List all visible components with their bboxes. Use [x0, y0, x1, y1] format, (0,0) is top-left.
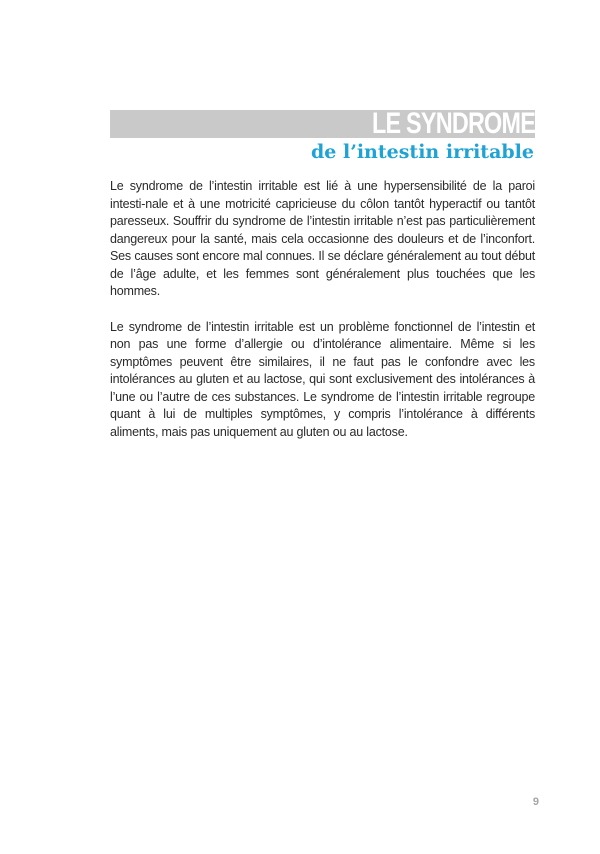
page-number: 9 [532, 796, 539, 808]
paragraph-1: Le syndrome de l’intestin irritable est lié à une hypersensibilité de la paroi intesti-nale et à une motricité capricieuse du côlon tantôt hyperactif ou tantôt paresseux. Souffrir du syndrome de l’intestin irritable n’est pas particulièrement dangereux pour la santé, mais cela occasionne des douleurs et de l’inconfort. Ses causes sont encore mal connues. Il se déclare généralement au tout début de l’âge adulte, et les femmes sont généralement plus touchées que les hommes. [110, 179, 535, 298]
paragraph-2: Le syndrome de l’intestin irritable est un problème fonctionnel de l’intestin et non pas une forme d’allergie ou d’intolérance alimentaire. Même si les symptômes peuvent être similaires, il ne faut pas le confondre avec les intolérances au gluten et au lactose, qui sont exclusivement des intolérances à l’une ou l’autre de ces substances. Le syndrome de l’intestin irritable regroupe quant à lui de multiples symptômes, y compris l’intolérance à différents aliments, mais pas uniquement au gluten ou au lactose. [110, 319, 535, 439]
page-subtitle: de l’intestin irritable [311, 141, 534, 163]
body-text [110, 178, 535, 459]
title-band [110, 107, 535, 140]
page-title: LE SYNDROME [371, 107, 535, 140]
